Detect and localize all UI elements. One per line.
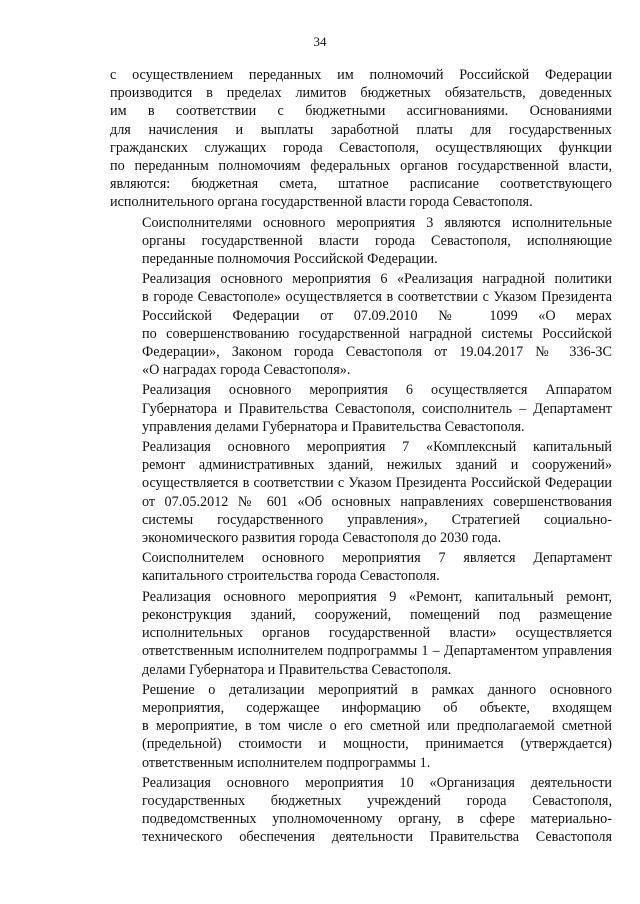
paragraph [110, 66, 612, 212]
paragraph [110, 549, 612, 585]
paragraph [110, 681, 612, 772]
page-number: 34 [313, 34, 327, 49]
text-line: Реализация основного мероприятия 7 «Комплексный капитальный [142, 439, 612, 456]
text-line: реконструкция зданий, сооружений, помещений под размещение [142, 606, 612, 623]
text-line: Соисполнителем основного мероприятия 7 является Департамент [142, 550, 612, 567]
text-line: им в соответствии с бюджетными ассигнованиями. Основаниями [110, 103, 612, 120]
text-line: системы государственного управления», Стратегией социально- [142, 511, 612, 528]
text-line: ремонт административных зданий, нежилых зданий и сооружений» [142, 457, 612, 474]
text-line: в мероприятие, в том числе о его сметной или предполагаемой сметной [142, 718, 612, 735]
paragraph [110, 381, 612, 436]
text-line: экономического развития города Севастополя до 2030 года. [142, 530, 502, 547]
text-line: Реализация основного мероприятия 6 осуществляется Аппаратом [142, 382, 612, 399]
text-line: ответственным исполнителем подпрограммы 1 – Департаментом управления [142, 643, 612, 660]
text-line: с осуществлением переданных им полномочий Российской Федерации [110, 67, 612, 83]
text-line: делами Губернатора и Правительства Севастополя. [142, 661, 452, 678]
text-line: производится в пределах лимитов бюджетных обязательств, доведенных [110, 85, 612, 102]
text-line: Реализация основного мероприятия 9 «Ремонт, капитальный ремонт, [142, 588, 612, 605]
text-line: «О наградах города Севастополя». [142, 362, 351, 379]
text-line: капитального строительства города Севастополя. [142, 568, 440, 585]
text-line: являются: бюджетная смета, штатное расписание соответствующего [110, 176, 612, 193]
text-line: для начисления и выплаты заработной платы для государственных [110, 121, 612, 138]
text-line: Соисполнителями основного мероприятия 3 являются исполнительные [142, 214, 612, 231]
text-line: Реализация основного мероприятия 6 «Реализация наградной политики [142, 271, 612, 288]
text-line: Губернатора и Правительства Севастополя, соисполнитель – Департамент [142, 400, 612, 417]
text-line: Российской Федерации от 07.09.2010 № 1099 «О мерах [142, 307, 612, 324]
paragraph [110, 214, 612, 269]
text-line: Решение о детализации мероприятий в рамках данного основного [142, 681, 612, 698]
text-line: Реализация основного мероприятия 10 «Организация деятельности [142, 774, 612, 791]
paragraph [110, 774, 612, 847]
text-line: ответственным исполнителем подпрограммы 1. [142, 754, 431, 771]
text-line: переданные полномочия Российской Федерации. [142, 251, 438, 268]
text-line: осуществляется в соответствии с Указом Президента Российской Федерации [142, 475, 612, 492]
paragraph [110, 270, 612, 379]
text-line: государственных бюджетных учреждений города Севастополя, [142, 792, 612, 809]
text-line: исполнительных органов государственной власти» осуществляется [142, 625, 612, 642]
document-body [110, 66, 612, 847]
text-line: гражданских служащих города Севастополя, осуществляющих функции [110, 139, 612, 156]
paragraph [110, 438, 612, 547]
text-line: от 07.05.2012 № 601 «Об основных направлениях совершенствования [142, 493, 612, 510]
text-line: по совершенствованию государственной наградной системы Российской [142, 325, 612, 342]
text-line: подведомственных уполномоченному органу, в сфере материально- [142, 811, 612, 828]
text-line: (предельной) стоимости и мощности, принимается (утверждается) [142, 736, 612, 753]
text-line: мероприятия, содержащее информацию об объекте, входящем [142, 699, 612, 716]
paragraph [110, 588, 612, 679]
text-line: по переданным полномочиям федеральных органов государственной власти, [110, 158, 612, 175]
text-line: в городе Севастополе» осуществляется в соответствии с Указом Президента [142, 289, 612, 306]
text-line: исполнительного органа государственной власти города Севастополя. [110, 194, 533, 211]
text-line: органы государственной власти города Севастополя, исполняющие [142, 232, 612, 249]
text-line: Федерации», Законом города Севастополя от 19.04.2017 № 336-ЗС [142, 344, 612, 361]
text-line: технического обеспечения деятельности Правительства Севастополя [142, 829, 612, 846]
text-line: управления делами Губернатора и Правительства Севастополя. [142, 418, 525, 435]
